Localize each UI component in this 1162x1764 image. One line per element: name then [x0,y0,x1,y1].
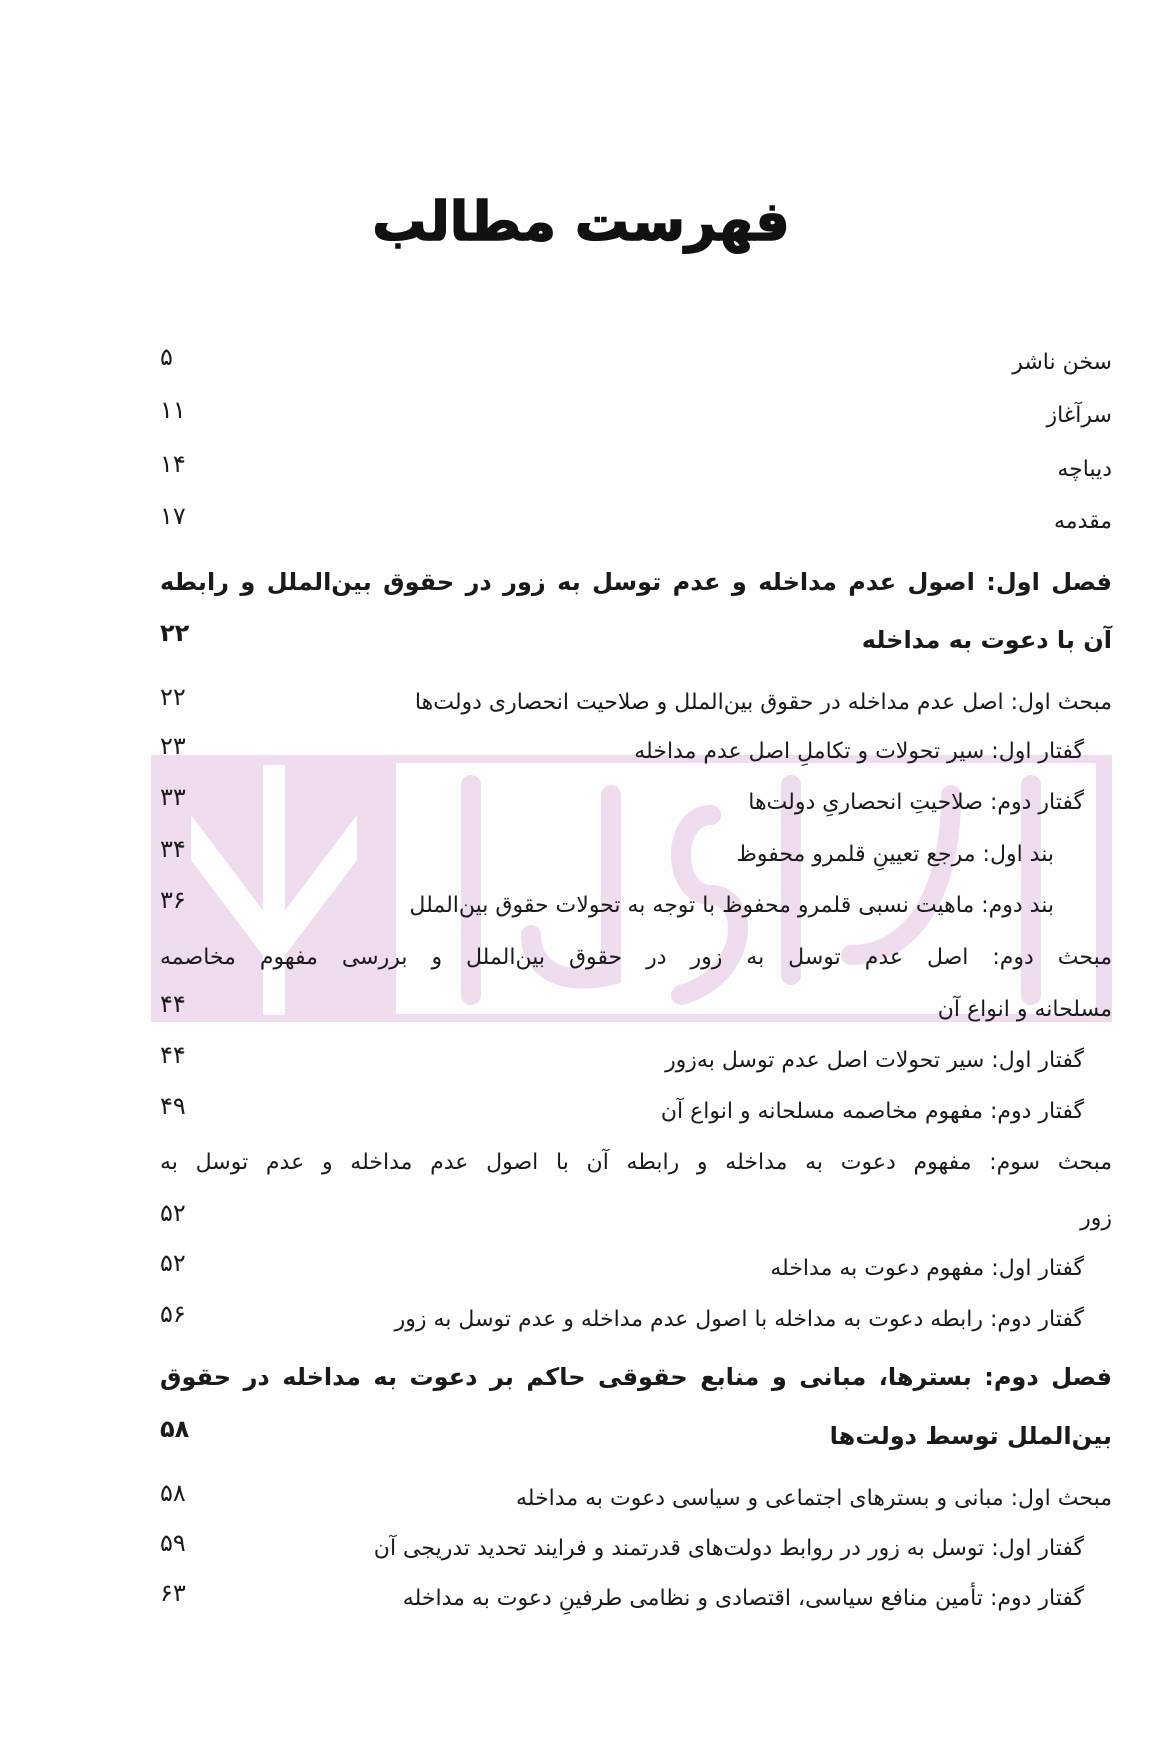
toc-entry-title: مقدمه [1053,509,1112,534]
toc-page-number: ۵۲ [160,1249,186,1277]
toc-entry-title: مبحث اول: مبانی و بسترهای اجتماعی و سیاسی دعوت به مداخله [516,1486,1112,1511]
toc-entry-title: زور [1080,1206,1112,1231]
toc-page-number: ۶۳ [160,1579,186,1607]
toc-page-number: ۵۲ [160,1199,186,1227]
toc-entry-title: مبحث اول: اصل عدم مداخله در حقوق بین‌الملل و صلاحیت انحصاری دولت‌ها [414,690,1112,715]
toc-page-number: ۵۸ [160,1415,190,1443]
toc-entry-title: فصل دوم: بسترها، مبانی و منابع حقوقی حاکم بر دعوت به مداخله در حقوق [160,1363,1112,1391]
toc-entry-title: آن با دعوت به مداخله [861,626,1112,654]
toc-page-number: ۱۴ [160,450,186,478]
toc-page-number: ۱۱ [160,396,186,424]
page-title: فهرست مطالب [372,190,790,253]
toc-page-number: ۵۹ [160,1529,186,1557]
toc-entry-title: گفتار اول: سیر تحولات و تکاملِ اصل عدم مداخله [634,739,1084,764]
toc-entry-title: مسلحانه و انواع آن [937,997,1112,1022]
toc-page-number: ۲۳ [160,732,186,760]
toc-page-number: ۴۹ [160,1092,186,1120]
toc-entry-title: گفتار دوم: مفهوم مخاصمه مسلحانه و انواع آن [660,1099,1084,1124]
toc-entry-title: فصل اول: اصول عدم مداخله و عدم توسل به زور در حقوق بین‌الملل و رابطه [160,568,1112,596]
toc-page-number: ۳۳ [160,783,186,811]
toc-page-number: ۴۴ [160,1041,186,1069]
toc-page-number: ۵۸ [160,1479,186,1507]
toc-entry-title: مبحث سوم: مفهوم دعوت به مداخله و رابطه آن با اصول عدم مداخله و عدم توسل به [160,1150,1112,1175]
toc-entry-title: گفتار اول: سیر تحولات اصل عدم توسل به‌زور [665,1048,1084,1073]
toc-entry-title: سخن ناشر [1012,350,1112,375]
toc-entry-title: بین‌الملل توسط دولت‌ها [829,1422,1112,1450]
toc-page-number: ۵ [160,343,173,371]
toc-entry-title: بند اول: مرجع تعیینِ قلمرو محفوظ [736,842,1054,867]
toc-entry-title: مبحث دوم: اصل عدم توسل به زور در حقوق بین‌الملل و بررسی مفهوم مخاصمه [160,945,1112,970]
toc-entry-title: دیباچه [1057,457,1112,482]
toc-entry-title: بند دوم: ماهیت نسبی قلمرو محفوظ با توجه به تحولات حقوق بین‌الملل [409,893,1054,918]
toc-page-number: ۵۶ [160,1300,186,1328]
toc-entry-title: گفتار اول: توسل به زور در روابط دولت‌های قدرتمند و فرایند تحدید تدریجی آن [373,1536,1084,1561]
toc-page-number: ۱۷ [160,502,186,530]
toc-entry-title: گفتار دوم: تأمین منافع سیاسی، اقتصادی و نظامی طرفینِ دعوت به مداخله [402,1586,1084,1611]
toc-entry-title: گفتار اول: مفهوم دعوت به مداخله [770,1256,1084,1281]
toc-entry-title: گفتار دوم: صلاحیتِ انحصاریِ دولت‌ها [748,790,1084,815]
toc-page-number: ۳۶ [160,886,186,914]
toc-entry-title: سرآغاز [1046,403,1112,428]
toc-page-number: ۴۴ [160,990,186,1018]
toc-page-number: ۲۲ [160,619,190,647]
toc-page-number: ۲۲ [160,683,186,711]
toc-entry-title: گفتار دوم: رابطه دعوت به مداخله با اصول عدم مداخله و عدم توسل به زور [394,1307,1084,1332]
toc-page-number: ۳۴ [160,835,186,863]
